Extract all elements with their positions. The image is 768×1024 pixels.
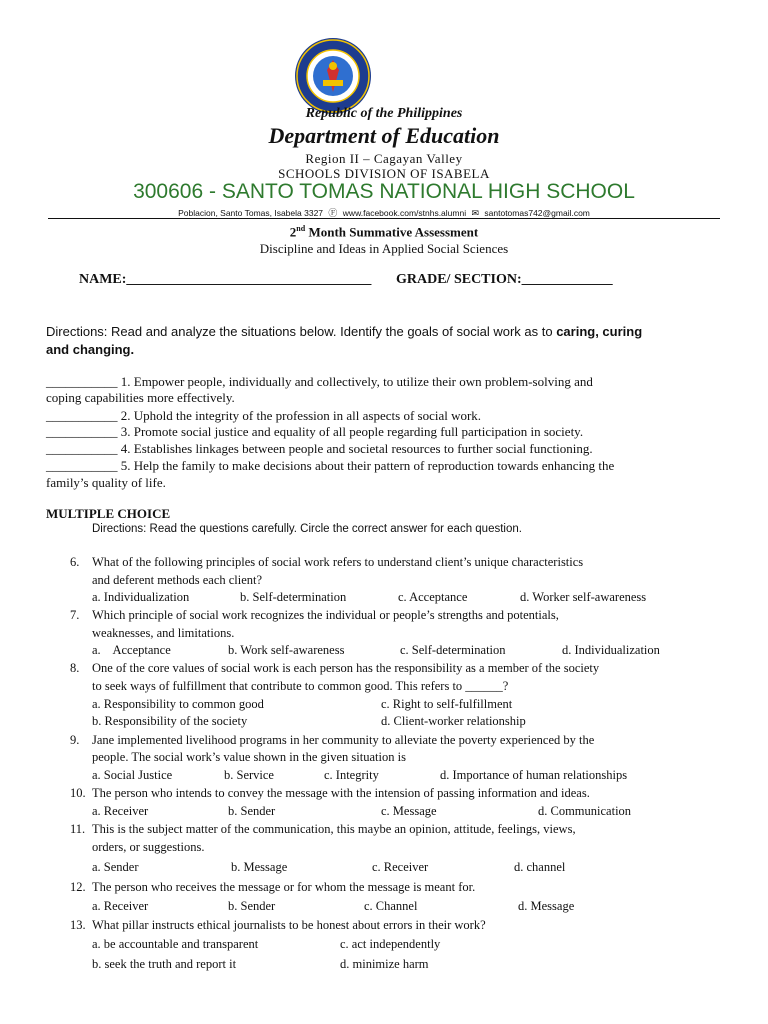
- q7-option-b[interactable]: b. Work self-awareness: [228, 643, 345, 657]
- title-number: 2: [289, 224, 297, 240]
- q8-option-d[interactable]: d. Client-worker relationship: [381, 714, 526, 728]
- q6-line-2: and deferent methods each client?: [92, 573, 263, 587]
- q10-line-1: The person who intends to convey the message with the intension of passing information and ideas.: [92, 786, 590, 800]
- q7-option-d[interactable]: d. Individualization: [562, 643, 660, 657]
- q7-line-2: weaknesses, and limitations.: [92, 626, 235, 640]
- q10-number: 10.: [70, 786, 86, 800]
- q6-line-1: What of the following principles of social work refers to understand client’s unique characteristics: [92, 555, 584, 569]
- department-title: Department of Education: [268, 123, 500, 148]
- header-divider: [48, 218, 720, 219]
- q7-number: 7.: [70, 608, 80, 622]
- subject-title: Discipline and Ideas in Applied Social Sciences: [259, 241, 509, 256]
- q11-line-1: This is the subject matter of the communication, this maybe an opinion, attitude, feelings, views,: [92, 822, 576, 836]
- email-link[interactable]: santotomas742@gmail.com: [484, 208, 590, 218]
- assessment-title: [0, 224, 768, 240]
- division-line: SCHOOLS DIVISION OF ISABELA: [278, 166, 490, 181]
- q6-option-d[interactable]: d. Worker self-awareness: [520, 590, 647, 604]
- q10-option-d[interactable]: d. Communication: [538, 804, 632, 818]
- q13-number: 13.: [70, 918, 86, 932]
- facebook-link[interactable]: www.facebook.com/stnhs.alumni: [342, 208, 467, 218]
- q8-line-2: to seek ways of fulfillment that contribute to common good. This refers to ______?: [92, 679, 509, 693]
- q11-option-c[interactable]: c. Receiver: [372, 860, 429, 874]
- item-5-line-1: ___________ 5. Help the family to make decisions about their pattern of reproduction towards enhancing the: [46, 458, 615, 473]
- q11-line-2: orders, or suggestions.: [92, 840, 205, 854]
- item-4: ___________ 4. Establishes linkages between people and societal resources to further social functioning.: [46, 441, 593, 456]
- web-icon: Ⓕ: [328, 208, 338, 218]
- q8-option-a[interactable]: a. Responsibility to common good: [92, 697, 264, 711]
- q8-option-c[interactable]: c. Right to self-fulfillment: [381, 697, 513, 711]
- q9-option-c[interactable]: c. Integrity: [324, 768, 379, 782]
- q11-number: 11.: [70, 822, 86, 836]
- item-2: ___________ 2. Uphold the integrity of the profession in all aspects of social work.: [46, 408, 482, 423]
- item-3: ___________ 3. Promote social justice and equality of all people regarding full participation in society.: [46, 424, 584, 439]
- item-1-line-2: coping capabilities more effectively.: [46, 390, 235, 405]
- title-text: Month Summative Assessment: [305, 224, 479, 240]
- mc-title: MULTIPLE CHOICE: [46, 506, 171, 521]
- q10-option-c[interactable]: c. Message: [381, 804, 437, 818]
- region-line: Region II – Cagayan Valley: [305, 151, 463, 166]
- q13-option-a[interactable]: a. be accountable and transparent: [92, 937, 259, 951]
- q6-option-a[interactable]: a. Individualization: [92, 590, 190, 604]
- q13-line-1: What pillar instructs ethical journalists to be honest about errors in their work?: [92, 918, 486, 932]
- mail-icon: ✉: [471, 208, 480, 218]
- q9-option-a[interactable]: a. Social Justice: [92, 768, 173, 782]
- mc-directions: Directions: Read the questions carefully. Circle the correct answer for each question.: [92, 523, 522, 535]
- deped-seal-icon: [293, 36, 373, 116]
- directions-emphasis-1: caring, curing: [556, 324, 643, 339]
- directions-emphasis-2: and changing.: [46, 342, 135, 357]
- q12-option-c[interactable]: c. Channel: [364, 899, 418, 913]
- item-1-line-1: ___________ 1. Empower people, individually and collectively, to utilize their own problem-solving and: [46, 374, 593, 389]
- q9-number: 9.: [70, 733, 80, 747]
- q12-number: 12.: [70, 880, 86, 894]
- item-5-line-2: family’s quality of life.: [46, 475, 166, 490]
- q7-option-a[interactable]: a. Acceptance: [92, 643, 171, 657]
- directions-text: Directions: Read and analyze the situations below. Identify the goals of social work as to: [46, 324, 557, 339]
- q9-option-b[interactable]: b. Service: [224, 768, 274, 782]
- part1-directions: [46, 324, 642, 339]
- q10-option-b[interactable]: b. Sender: [228, 804, 276, 818]
- q8-line-1: One of the core values of social work is each person has the responsibility as a member of the society: [92, 661, 600, 675]
- q11-option-b[interactable]: b. Message: [231, 860, 288, 874]
- address-text: Poblacion, Santo Tomas, Isabela 3327: [178, 208, 324, 218]
- title-ordinal: nd: [296, 224, 306, 233]
- q7-option-c[interactable]: c. Self-determination: [400, 643, 506, 657]
- republic-line: Republic of the Philippines: [305, 106, 463, 121]
- q8-number: 8.: [70, 661, 80, 675]
- q8-option-b[interactable]: b. Responsibility of the society: [92, 714, 248, 728]
- q6-number: 6.: [70, 555, 80, 569]
- q13-option-b[interactable]: b. seek the truth and report it: [92, 957, 237, 971]
- q12-line-1: The person who receives the message or for whom the message is meant for.: [92, 880, 476, 894]
- q10-option-a[interactable]: a. Receiver: [92, 804, 149, 818]
- q6-option-b[interactable]: b. Self-determination: [240, 590, 347, 604]
- q11-option-a[interactable]: a. Sender: [92, 860, 139, 874]
- q12-option-b[interactable]: b. Sender: [228, 899, 276, 913]
- q7-line-1: Which principle of social work recognizes the individual or people’s strengths and potentials,: [92, 608, 559, 622]
- q11-option-d[interactable]: d. channel: [514, 860, 566, 874]
- q9-line-2: people. The social work’s value shown in the given situation is: [92, 750, 406, 764]
- q13-option-c[interactable]: c. act independently: [340, 937, 441, 951]
- name-field[interactable]: NAME:___________________________________: [79, 272, 372, 287]
- q9-option-d[interactable]: d. Importance of human relationships: [440, 768, 628, 782]
- q13-option-d[interactable]: d. minimize harm: [340, 957, 429, 971]
- q12-option-a[interactable]: a. Receiver: [92, 899, 149, 913]
- school-name: 300606 - SANTO TOMAS NATIONAL HIGH SCHOOL: [133, 180, 635, 203]
- grade-section-field[interactable]: GRADE/ SECTION:_____________: [396, 272, 613, 287]
- q9-line-1: Jane implemented livelihood programs in her community to alleviate the poverty experienced by the: [92, 733, 595, 747]
- q12-option-d[interactable]: d. Message: [518, 899, 575, 913]
- q6-option-c[interactable]: c. Acceptance: [398, 590, 468, 604]
